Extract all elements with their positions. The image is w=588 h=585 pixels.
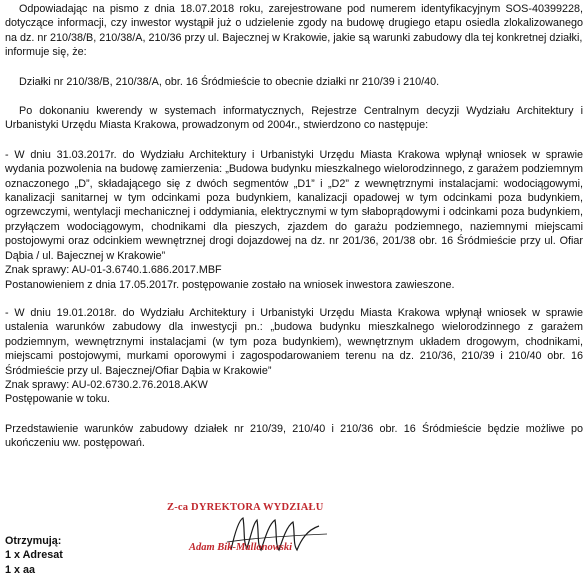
item-1-case-number: Znak sprawy: AU-01-3.6740.1.686.2017.MBF	[5, 264, 222, 277]
receiver-item: 1 x Adresat	[5, 549, 63, 562]
intro-paragraph: Odpowiadając na pismo z dnia 18.07.2018 roku, zarejestrowane pod numerem identyfikacyjnym SOS-40399228, dotyczące informacji, czy inwestor wystąpił już o udzielenie zgody na budowę drugiego etapu osiedla zlokalizowanego na dz. nr 210/38/B, 210/38/A, 210/36 przy ul. Bajecznej w Krakowie, jakie są warunki zabudowy dla tej konkretnej działki,	[5, 3, 583, 44]
director-stamp	[163, 502, 423, 562]
letter-body	[5, 2, 583, 451]
query-info: Po dokonaniu kwerendy w systemach informatycznych, Rejestrze Centralnym decyzji Wydziału Architektury i Urbanistyki Urzędu Miasta Krakowa, prowadzonym od 2004r., stwierdzono co następuje:	[5, 105, 583, 132]
receivers-label: Otrzymują:	[5, 535, 62, 547]
item-2-case-number: Znak sprawy: AU-02.6730.2.76.2018.AKW	[5, 378, 208, 391]
item-1-status: Postanowieniem z dnia 17.05.2017r. postępowanie zostało na wniosek inwestora zawieszone.	[5, 278, 455, 291]
receivers-list	[5, 534, 63, 577]
item-2-status: Postępowanie w toku.	[5, 393, 111, 406]
item-2-text: - W dniu 19.01.2018r. do Wydziału Architektury i Urbanistyki Urzędu Miasta Krakowa wpłynął wniosek w sprawie ustalenia warunków zabudowy dla inwestycji pn.: „budowa budynku mieszkalnego wielorodzinnego z garażem podziemnym, wewnętrznymi instalacjami (w tym poza budynkiem), wewnętrznym układem drogowym, chodnikami, miejscami postojowymi, murkami oporowymi i zagospodarowaniem terenu na dz. 210/36, 210/39 i 210/40 obr. 16 Śródmieście przy ul. Bajecznej/Ofiar Dąbia w Krakowie”	[5, 306, 583, 377]
receiver-item: 1 x aa	[5, 563, 36, 576]
stamp-title: Z-ca DYREKTORA WYDZIAŁU	[167, 502, 324, 513]
plots-info: Działki nr 210/38/B, 210/38/A, obr. 16 Śródmieście to obecnie działki nr 210/39 i 210/40.	[19, 75, 440, 88]
item-1-text: - W dniu 31.03.2017r. do Wydziału Architektury i Urbanistyki Urzędu Miasta Krakowa wpłynął wniosek w sprawie wydania pozwolenia na budowę zamierzenia: „Budowa budynku mieszkalnego wielorodzinnego, z garażem podziemnym oznaczonego „D”, składającego się z dwóch segmentów „D1” i „D2” z wewnętrznymi instalacjami: wodociągowymi, kanalizacji sanitarnej w tym odcinkami poza budynkiem, kanalizacji opadowej w tym odcinkami poza budynkiem, ogrzewczymi, wentylacji mechanicznej i oddymiania, elektrycznymi w tym słaboprądowymi i odcinkami poza budynkiem, przyłączem wodociągowym, chodnikami dla pieszych, zjazdem do garażu podziemnego, naziemnymi miejscami postojowymi oraz odcinkiem wewnętrznej drogi dojazdowej na dz. nr 201/36, 201/38 obr. 16 Śródmieście przy ul. Ofiar Dąbia / ul. Bajecznej w Krakowie”	[5, 148, 583, 262]
stamp-name: Adam Bik-Mallonowski	[189, 542, 292, 553]
closing-paragraph: Przedstawienie warunków zabudowy działek nr 210/39, 210/40 i 210/36 obr. 16 Śródmieście będzie możliwe po ukończeniu ww. postępowań.	[5, 422, 583, 450]
intro-end: informuje się, że:	[5, 46, 87, 59]
